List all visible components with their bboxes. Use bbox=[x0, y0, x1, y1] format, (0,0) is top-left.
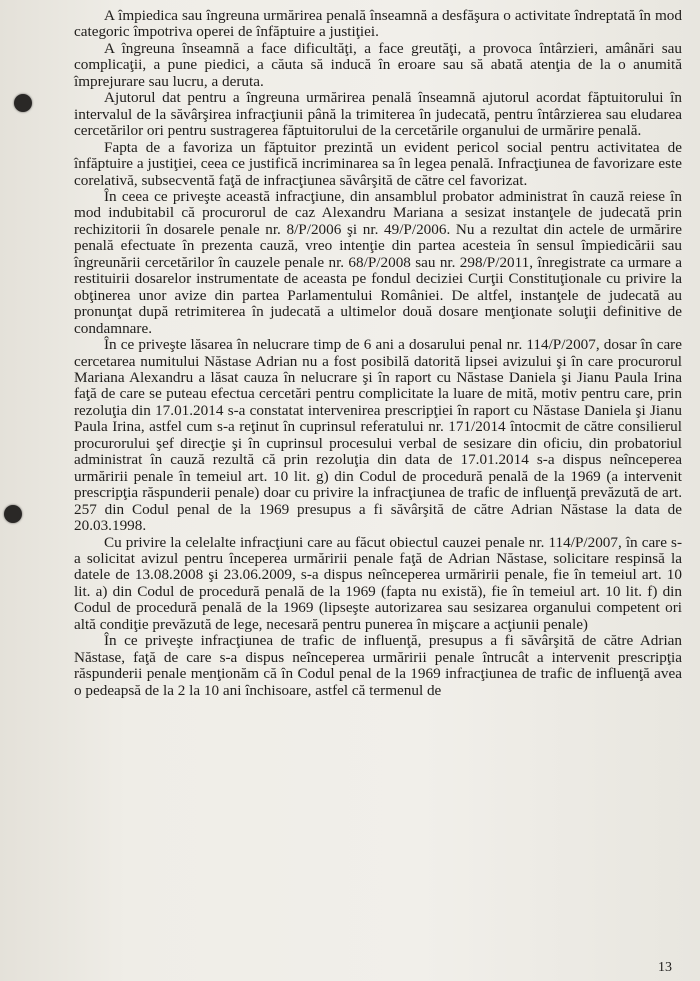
paragraph-5: În ceea ce priveşte această infracţiune, din ansamblul probator administrat în cauză reiese în mod indubitabil că procurorul de caz Alexandru Mariana a sesizat instanţele de judecată prin rechizitorii în dosarele penale nr. 8/P/2006 şi nr. 49/P/2006. Nu a rezultat din actele de urmărire penală efectuate în prezenta cauză, vreo intenţie din partea acesteia în sensul împiedicării sau îngreunării cercetărilor în cauzele penale nr. 68/P/2008 sau nr. 298/P/2011, înregistrate ca urmare a restituirii dosarelor instrumentate de aceasta pe fondul deciziei Curţii Constituţionale cu privire la obţinerea unor avize din partea Parlamentului României. De altfel, instanţele de judecată au pronunţat după retrimiterea în judecată a ultimelor două dosare menţionate soluţii definitive de condamnare. bbox=[74, 187, 682, 337]
page-number: 13 bbox=[658, 960, 672, 975]
binder-hole-top bbox=[14, 94, 32, 112]
binder-hole-bottom bbox=[4, 505, 22, 523]
paragraph-7: Cu privire la celelalte infracţiuni care au făcut obiectul cauzei penale nr. 114/P/2007, în care s-a solicitat avizul pentru începerea urmăririi penale faţă de Adrian Năstase, solicitare respinsă la datele de 13.08.2008 şi 23.06.2009, s-a dispus neînceperea urmăririi penale, fie în temeiul art. 10 lit. a) din Codul de procedură penală de la 1969 (fapta nu există), fie în temeiul art. 10 lit. f) din Codul de procedură penală de la 1969 (lipseşte autorizarea sau sesizarea organului competent ori altă condiţie prevăzută de lege, necesară pentru punerea în mişcare a acţiunii penale) bbox=[74, 533, 682, 633]
body-text bbox=[74, 8, 682, 699]
paragraph-3: Ajutorul dat pentru a îngreuna urmărirea penală înseamnă ajutorul acordat făptuitorului în intervalul de la săvârşirea infracţiunii până la trimiterea în judecată, pentru întârzierea sau eludarea cercetărilor ori pentru sustragerea făptuitorului de la cercetările organului de urmărire penală. bbox=[74, 89, 682, 140]
paragraph-4: Fapta de a favoriza un făptuitor prezintă un evident pericol social pentru activitatea de înfăptuire a justiţiei, ceea ce justifică incriminarea sa în legea penală. Infracţiunea de favorizare este corelativă, subsecventă faţă de infracţiunea săvârşită de către cel favorizat. bbox=[74, 138, 682, 189]
paragraph-6: În ce priveşte lăsarea în nelucrare timp de 6 ani a dosarului penal nr. 114/P/2007, dosar în care cercetarea numitului Năstase Adrian nu a fost posibilă datorită lipsei avizului şi în care procurorul Mariana Alexandru a lăsat cauza în nelucrare şi în raport cu Năstase Daniela şi Jianu Paula Irina faţă de care se puteau efectua cercetări pentru complicitate la luare de mită, motiv pentru care, prin rezoluţia din 17.01.2014 s-a constatat intervenirea prescripţiei în raport cu Năstase Daniela şi Jianu Paula Irina, astfel cum s-a reţinut în cuprinsul referatului nr. 171/2014 întocmit de către consilierul procurorului şef direcţie şi în cuprinsul procesului verbal de sesizare din oficiu, din probatoriul administrat în cauză rezultă că prin rezoluţia din data de 17.01.2014 s-a dispus neînceperea urmăririi penale în temeiul art. 10 lit. g) din Codul de procedură penală de la 1969 (a intervenit prescripţia răspunderii penale) doar cu privire la infracţiunea de trafic de influenţă prevăzută de art. 257 din Codul penal de la 1969 presupus a fi săvârşită de către Adrian Năstase la data de 20.03.1998. bbox=[74, 336, 682, 535]
paragraph-1: A împiedica sau îngreuna urmărirea penală înseamnă a desfăşura o activitate îndreptată în mod categoric împotriva operei de înfăptuire a justiţiei. bbox=[74, 7, 682, 41]
paragraph-8: În ce priveşte infracţiunea de trafic de influenţă, presupus a fi săvârşită de către Adrian Năstase, faţă de care s-a dispus neînceperea urmăririi penale întrucât a intervenit prescripţia răspunderii penale menţionăm că în Codul penal de la 1969 infracţiunea de trafic de influenţă avea o pedeapsă de la 2 la 10 ani închisoare, astfel că termenul de bbox=[74, 632, 682, 699]
paragraph-2: A îngreuna înseamnă a face dificultăţi, a face greutăţi, a provoca întârzieri, amânări sau complicaţii, a pune piedici, a căuta să inducă în eroare sau să abată atenţia de la o anumită împrejurare sau lucru, a deruta. bbox=[74, 39, 682, 90]
